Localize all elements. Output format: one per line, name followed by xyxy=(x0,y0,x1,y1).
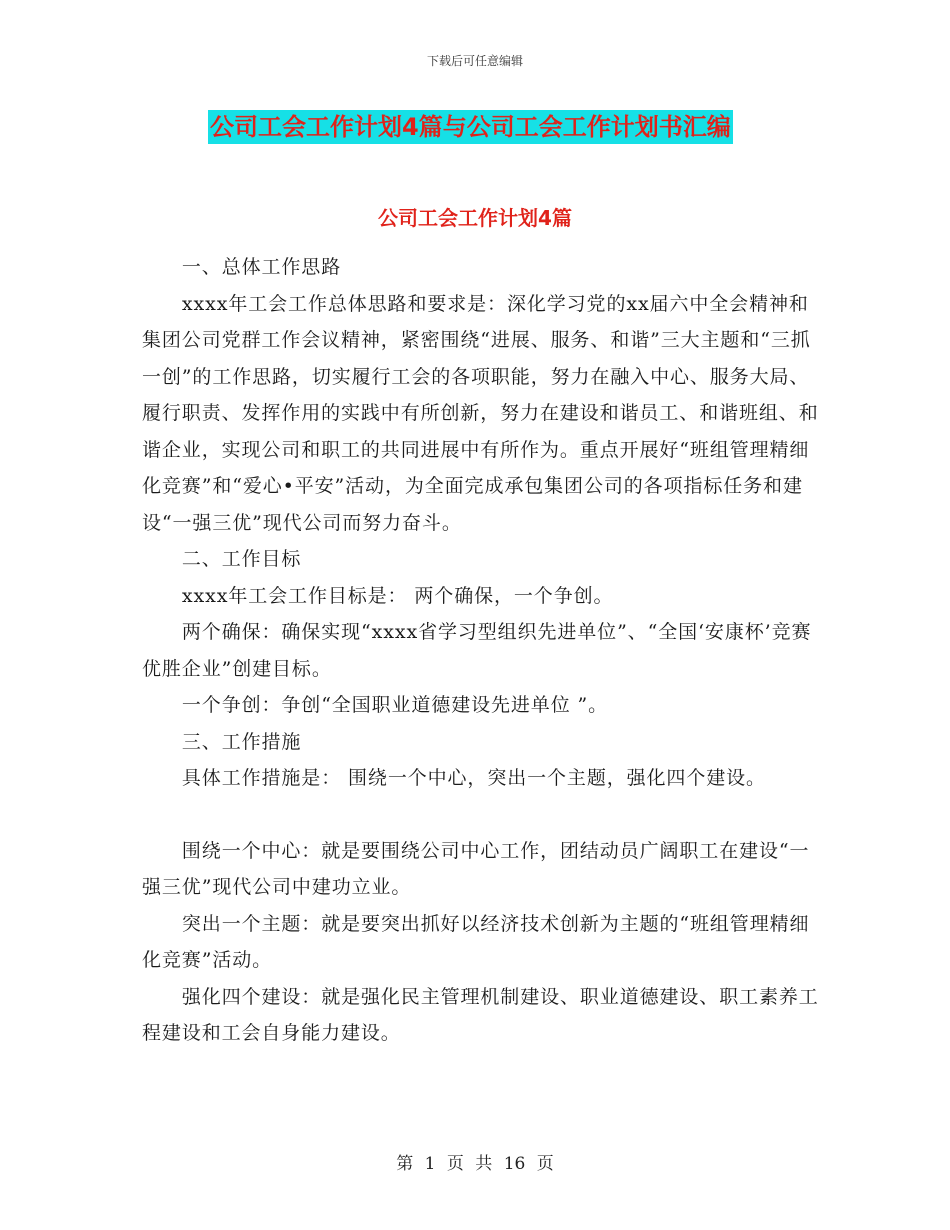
paragraph: 两个确保：确保实现“xxxx省学习型组织先进单位”、“全国‘安康杯’竞赛优胜企业”创建目标。 xyxy=(142,621,812,680)
section-heading: 二、工作目标 xyxy=(181,548,302,570)
paragraph: 围绕一个中心：就是要围绕公司中心工作，团结动员广阔职工在建设“一强三优”现代公司中建功立业。 xyxy=(142,839,810,898)
main-title: 公司工会工作计划4篇与公司工会工作计划书汇编 xyxy=(208,110,733,144)
paragraph: xxxx年工会工作总体思路和要求是：深化学习党的xx届六中全会精神和集团公司党群工作会议精神，紧密围绕“进展、服务、和谐”三大主题和“三抓一创”的工作思路，切实履行工会的各项职能，努力在融入中心、服务大局、履行职责、发挥作用的实践中有所创新，努力在建设和谐员工、和谐班组、和谐企业，实现公司和职工的共同进展中有所作为。重点开展好“班组管理精细化竞赛”和“爱心•平安”活动，为全面完成承包集团公司的各项指标任务和建设“一强三优”现代公司而努力奋斗。 xyxy=(142,292,819,534)
paragraph: 突出一个主题：就是要突出抓好以经济技术创新为主题的“班组管理精细化竞赛”活动。 xyxy=(142,912,810,971)
paragraph: 强化四个建设：就是强化民主管理机制建设、职业道德建设、职工素养工程建设和工会自身能力建设。 xyxy=(142,985,819,1044)
sub-title: 公司工会工作计划4篇 xyxy=(378,206,572,230)
section-heading: 三、工作措施 xyxy=(181,730,302,753)
header-note: 下载后可任意编辑 xyxy=(426,54,523,68)
section-heading: 一、总体工作思路 xyxy=(181,256,342,278)
paragraph: xxxx年工会工作目标是： 两个确保，一个争创。 xyxy=(181,584,614,607)
document-body xyxy=(142,249,822,1052)
paragraph: 一个争创：争创“全国职业道德建设先进单位 ”。 xyxy=(181,694,609,716)
page-footer: 第 1 页 共 16 页 xyxy=(396,1154,554,1174)
paragraph: 具体工作措施是： 围绕一个中心，突出一个主题，强化四个建设。 xyxy=(181,767,766,789)
